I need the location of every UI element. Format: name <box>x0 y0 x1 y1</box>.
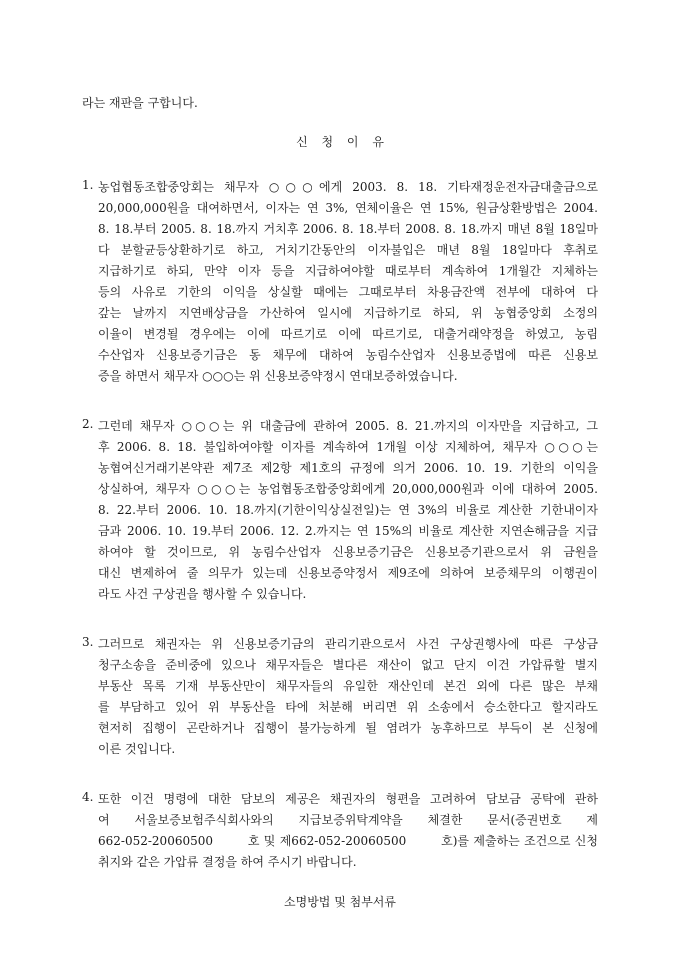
section-line: 증을 하면서 채무자 ○○○는 위 신용보증약정시 연대보증하였습니다. <box>98 369 458 383</box>
section-line: 라도 사건 구상권을 행사할 수 있습니다. <box>98 587 307 601</box>
section-line: 금과 2006. 10. 19.부터 2006. 12. 2.까지는 연 15%의 비율로 계산한 지연손해금을 지급 <box>98 524 598 538</box>
section-line: 대신 변제하여 줄 의무가 있는데 신용보증약정서 제9조에 의하여 보증채무의 이행권이 <box>98 566 598 580</box>
section-line: 수산업자 신용보증기금은 동 채무에 대하여 농림수산업자 신용보증법에 따른 신용보 <box>98 348 598 362</box>
section-line: 농협여신거래기본약관 제7조 제2항 제1호의 규정에 의거 2006. 10. 19. 기한의 이익을 <box>98 461 598 475</box>
section-line: 이율이 변경될 경우에는 이에 따르기로 이에 따르기로, 대출거래약정을 하였고, 농림 <box>98 327 598 341</box>
section-line: 662-052-20060500 호 및 제662-052-20060500 호)를 제출하는 조건으로 신청 <box>98 834 598 848</box>
section-line: 그러므로 채권자는 위 신용보증기금의 관리기관으로서 사건 구상권행사에 따른 구상금 <box>98 637 598 651</box>
section-line: 8. 22.부터 2006. 10. 18.까지(기한이익상실전일)는 연 3%의 비율로 계산한 기한내이자 <box>98 503 598 517</box>
section-line: 현저히 집행이 곤란하거나 집행이 불가능하게 될 염려가 농후하므로 부득이 본 신청에 <box>98 721 598 735</box>
section-line: 여 서울보증보험주식회사와의 지급보증위탁계약을 체결한 문서(증권번호 제 <box>98 813 598 827</box>
evidence-title: 소명방법 및 첨부서류 <box>284 895 396 909</box>
section-line: 후 2006. 8. 18. 불입하여야할 이자를 계속하여 1개월 이상 지체하여, 채무자 ○○○는 <box>98 440 598 454</box>
section-line: 청구소송을 준비중에 있으나 채무자들은 별다른 재산이 없고 단지 이건 가압류할 별지 <box>98 658 598 672</box>
section-line: 이른 것입니다. <box>98 742 176 756</box>
section-line: 지급하기로 하되, 만약 이자 등을 지급하여야할 때로부터 계속하여 1개월간 지체하는 <box>98 264 598 278</box>
section-number: 2. <box>82 417 94 431</box>
section-line: 다 분할균등상환하기로 하고, 거치기간동안의 이자불입은 매년 8월 18일마다 후취로 <box>98 243 598 257</box>
section-line: 를 부담하고 있어 위 부동산을 타에 처분해 버리면 위 소송에서 승소한다고 할지라도 <box>98 700 598 714</box>
section-line: 취지와 같은 가압류 결정을 하여 주시기 바랍니다. <box>98 855 357 869</box>
section-line: 하여야 할 것이므로, 위 농림수산업자 신용보증기금은 신용보증기관으로서 위 금원을 <box>98 545 598 559</box>
section-line: 20,000,000원을 대여하면서, 이자는 연 3%, 연체이율은 연 15%, 원금상환방법은 2004. <box>98 201 598 215</box>
intro-text: 라는 재판을 구합니다. <box>82 96 198 110</box>
section-line: 그런데 채무자 ○○○는 위 대출금에 관하여 2005. 8. 21.까지의 이자만을 지급하고, 그 <box>98 419 598 433</box>
section-number: 3. <box>82 635 94 649</box>
section-line: 8. 18.부터 2005. 8. 18.까지 거치후 2006. 8. 18.부터 2008. 8. 18.까지 매년 8월 18일마 <box>98 222 598 236</box>
section-line: 또한 이건 명령에 대한 담보의 제공은 채권자의 형편을 고려하여 담보금 공탁에 관하 <box>98 792 598 806</box>
section-line: 농업협동조합중앙회는 채무자 ○○○에게 2003. 8. 18. 기타재정운전자금대출금으로 <box>98 180 598 194</box>
section-number: 1. <box>82 178 94 192</box>
section-line: 갚는 날까지 지연배상금을 가산하여 일시에 지급하기로 하되, 위 농협중앙회 소정의 <box>98 306 598 320</box>
reasons-title: 신 청 이 유 <box>296 135 384 149</box>
section-line: 상실하여, 채무자 ○○○는 농업협동조합중앙회에게 20,000,000원과 이에 대하여 2005. <box>98 482 598 496</box>
section-number: 4. <box>82 790 94 804</box>
section-line: 등의 사유로 기한의 이익을 상실할 때에는 그때로부터 차용금잔액 전부에 대하여 다 <box>98 285 598 299</box>
section-line: 부동산 목록 기재 부동산만이 채무자들의 유일한 재산인데 본건 외에 다른 많은 부채 <box>98 679 598 693</box>
